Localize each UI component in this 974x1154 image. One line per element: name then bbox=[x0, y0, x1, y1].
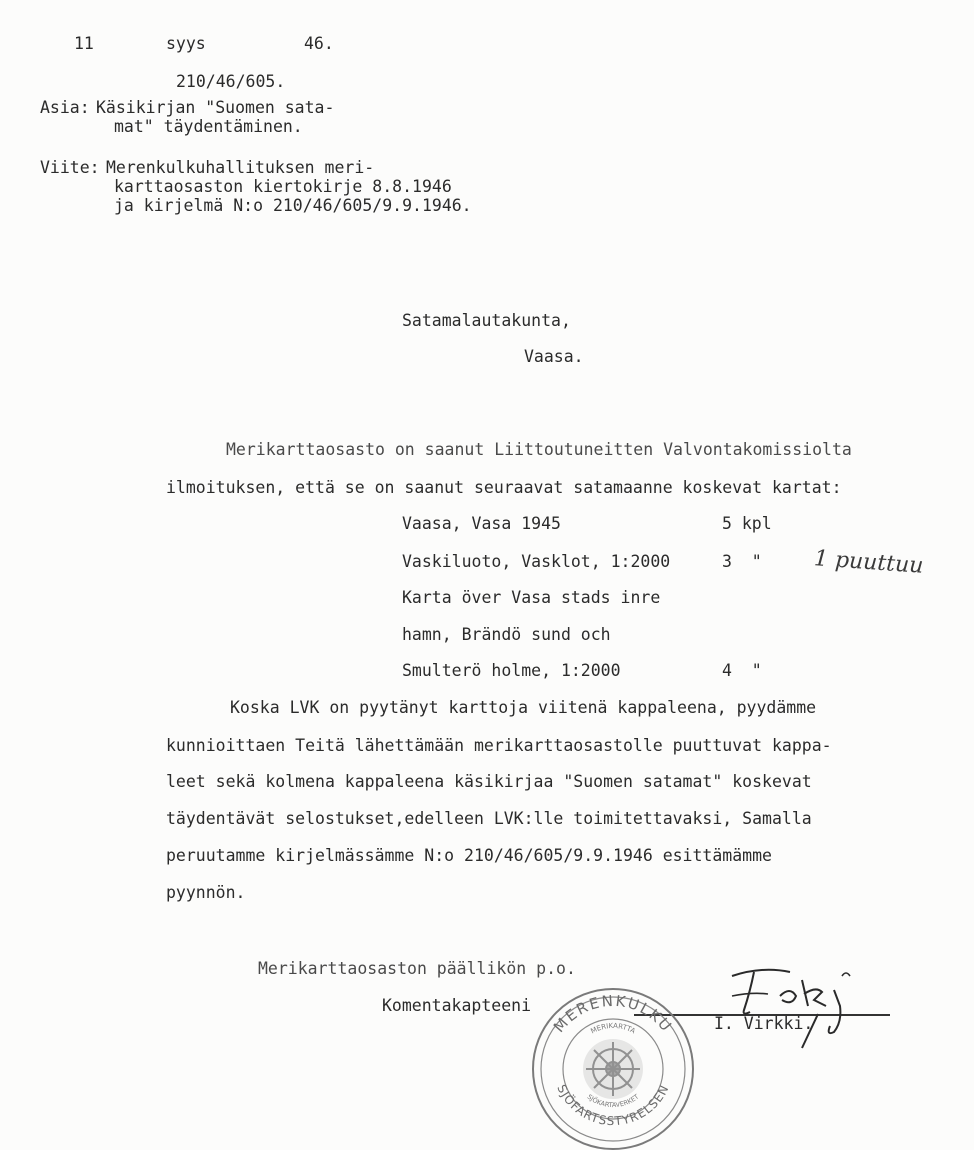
ref-line-1: Merenkulkuhallituksen meri- bbox=[106, 158, 375, 177]
map-quantity: 3 " bbox=[722, 552, 762, 571]
intro-line-2: ilmoituksen, että se on saanut seuraavat satamaanne koskevat kartat: bbox=[166, 478, 842, 497]
recipient-name: Satamalautakunta, bbox=[402, 311, 571, 330]
subject-line-1: Käsikirjan "Suomen sata- bbox=[96, 98, 335, 117]
map-title: hamn, Brändö sund och bbox=[402, 625, 611, 644]
handwritten-signature bbox=[722, 962, 882, 1052]
map-title: Vaskiluoto, Vasklot, 1:2000 bbox=[402, 552, 671, 571]
paragraph-line: peruutamme kirjelmässämme N:o 210/46/605/9.9.1946 esittämämme bbox=[166, 846, 772, 865]
stamp-inner-text-bottom: SJÖKARTAVERKET bbox=[585, 1092, 641, 1110]
paragraph-line: pyynnön. bbox=[166, 883, 246, 902]
paragraph-line: täydentävät selostukset,edelleen LVK:lle toimitettavaksi, Samalla bbox=[166, 809, 812, 828]
map-title: Smulterö holme, 1:2000 bbox=[402, 661, 621, 680]
signer-name: I. Virkki. bbox=[714, 1014, 814, 1033]
date-day: 11 bbox=[74, 34, 94, 53]
stamp-text-bottom: SJÖFARTSSTYRELSEN bbox=[554, 1082, 672, 1129]
handwritten-note: 1 puuttuu bbox=[813, 546, 925, 579]
map-title: Karta över Vasa stads inre bbox=[402, 588, 661, 607]
subject-label: Asia: bbox=[40, 98, 90, 117]
official-stamp bbox=[528, 984, 698, 1154]
paragraph-line: leet sekä kolmena kappaleena käsikirjaa "Suomen satamat" koskevat bbox=[166, 772, 812, 791]
signature-rank: Komentakapteeni bbox=[382, 996, 532, 1015]
map-quantity: 5 kpl bbox=[722, 514, 772, 533]
map-quantity: 4 " bbox=[722, 661, 762, 680]
reference-number: 210/46/605. bbox=[176, 72, 286, 91]
ref-line-2: karttaosaston kiertokirje 8.8.1946 bbox=[114, 177, 452, 196]
svg-text:MERIKARTTA bbox=[589, 1022, 636, 1036]
subject-line-2: mat" täydentäminen. bbox=[114, 117, 303, 136]
map-title: Vaasa, Vasa 1945 bbox=[402, 514, 561, 533]
stamp-text-top: MERENKULKU bbox=[549, 991, 677, 1037]
ref-line-3: ja kirjelmä N:o 210/46/605/9.9.1946. bbox=[114, 196, 472, 215]
paragraph-line: Koska LVK on pyytänyt karttoja viitenä kappaleena, pyydämme bbox=[230, 698, 817, 717]
signature-title: Merikarttaosaston päällikön p.o. bbox=[258, 959, 576, 978]
stamp-inner-text-top: MERIKARTTA bbox=[589, 1021, 637, 1036]
intro-line-1: Merikarttaosasto on saanut Liittoutuneitten Valvontakomissiolta bbox=[226, 440, 852, 459]
recipient-city: Vaasa. bbox=[524, 347, 584, 366]
date-month: syys bbox=[166, 34, 206, 53]
date-year: 46. bbox=[304, 34, 334, 53]
paragraph-line: kunnioittaen Teitä lähettämään merikarttaosastolle puuttuvat kappa- bbox=[166, 736, 832, 755]
ref-label: Viite: bbox=[40, 158, 100, 177]
